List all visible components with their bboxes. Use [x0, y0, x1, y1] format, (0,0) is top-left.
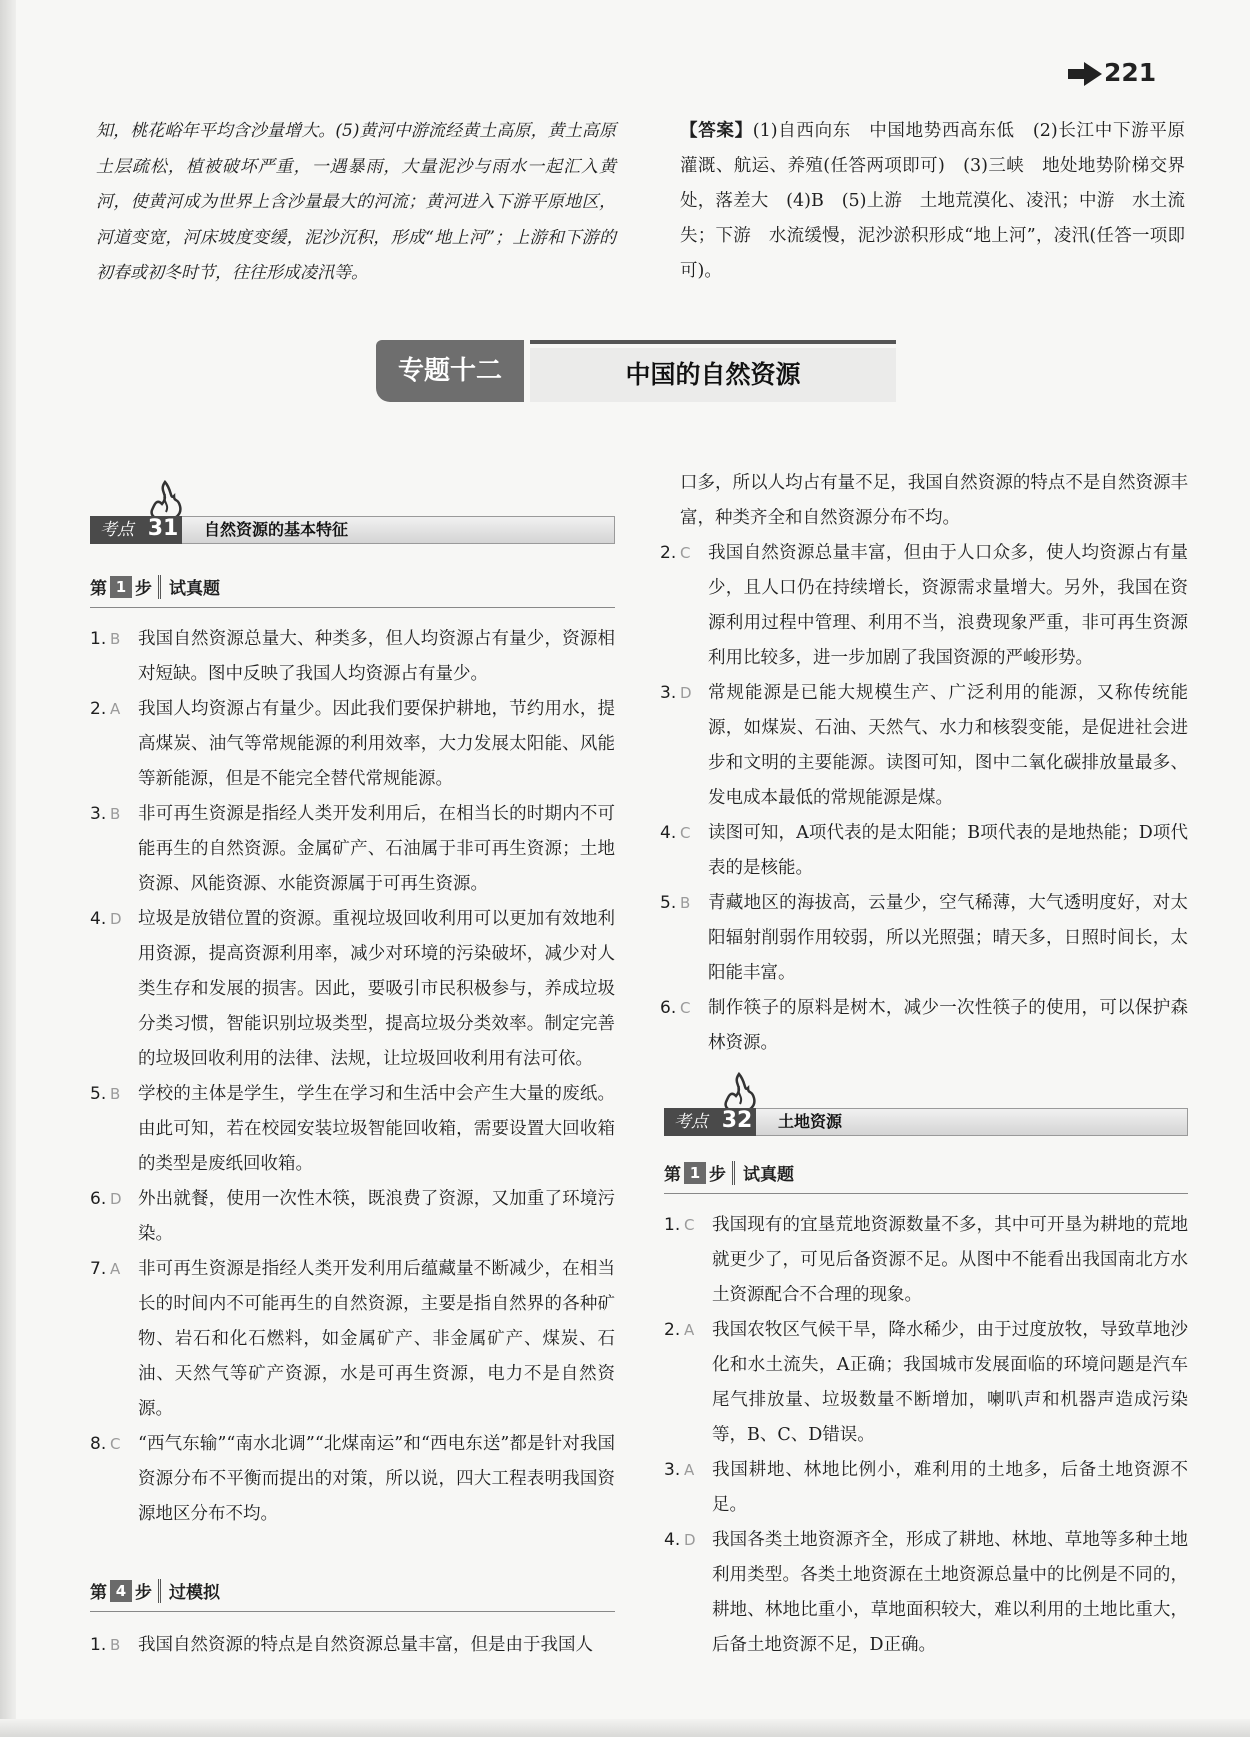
item-text: 垃圾是放错位置的资源。重视垃圾回收利用可以更加有效地利用资源，提高资源利用率，减少对环境的污染破坏，减少对人类生存和发展的损害。因此，要吸引市民积极参与，养成垃圾分类习惯，智能识别垃圾类型，提高垃圾分类效率。制定完善的垃圾回收利用的法律、法规，让垃圾回收利用有法可依。: [138, 909, 615, 1069]
step-prefix: 第: [90, 1583, 107, 1603]
answer-item: [664, 1523, 1188, 1663]
page-bottom-edge: [0, 1719, 1250, 1737]
step-number: 1: [684, 1162, 706, 1184]
item-answer: C: [110, 1435, 121, 1453]
item-number: 2.: [90, 699, 107, 719]
step-separator: [158, 575, 161, 599]
item-text: 我国现有的宜垦荒地资源数量不多，其中可开垦为耕地的荒地就更少了，可见后备资源不足。从图中不能看出我国南北方水土资源配合不合理的现象。: [712, 1215, 1188, 1305]
answer-item: [660, 536, 1188, 676]
step-number: 4: [110, 1580, 132, 1602]
item-number: 3.: [664, 1460, 681, 1480]
item-text: 我国人均资源占有量少。因此我们要保护耕地，节约用水，提高煤炭、油气等常规能源的利用效率，大力发展太阳能、风能等新能源，但是不能完全替代常规能源。: [138, 699, 615, 789]
step-name: 试真题: [743, 1165, 794, 1185]
answer-block: [680, 114, 1203, 289]
kaodian-number: 31: [147, 516, 179, 541]
item-text: 我国耕地、林地比例小，难利用的土地多，后备土地资源不足。: [712, 1460, 1188, 1515]
item-number: 1.: [90, 629, 107, 649]
item-text: 我国自然资源总量大、种类多，但人均资源占有量少，资源相对短缺。图中反映了我国人均资源占有量少。: [138, 629, 615, 684]
item-number: 4.: [660, 823, 677, 843]
kaodian-31-header: [90, 506, 615, 542]
item-answer: C: [684, 1216, 695, 1234]
answer-item: [664, 1453, 1188, 1523]
item-number: 5.: [660, 893, 677, 913]
step-prefix: 第: [664, 1165, 681, 1185]
item-text: 读图可知，A项代表的是太阳能；B项代表的是地热能；D项代表的是核能。: [708, 823, 1188, 878]
item-text: 我国农牧区气候干旱，降水稀少，由于过度放牧，导致草地沙化和水土流失，A正确；我国城市发展面临的环境问题是汽车尾气排放量、垃圾数量不断增加，喇叭声和机器声造成污染等，B、C、D错误。: [712, 1320, 1188, 1445]
item-text: “西气东输”“南水北调”“北煤南运”和“西电东送”都是针对我国资源分布不平衡而提出的对策，所以说，四大工程表明我国资源地区分布不均。: [138, 1434, 615, 1524]
arrow-right-icon: [1068, 62, 1102, 86]
item-text: 我国各类土地资源齐全，形成了耕地、林地、草地等多种土地利用类型。各类土地资源在土地资源总量中的比例是不同的，耕地、林地比重小，草地面积较大，难以利用的土地比重大，后备土地资源不足，D正确。: [712, 1530, 1188, 1655]
item-answer: B: [110, 1085, 121, 1103]
item-text: 制作筷子的原料是树木，减少一次性筷子的使用，可以保护森林资源。: [708, 998, 1188, 1053]
item-number: 4.: [664, 1530, 681, 1550]
kaodian-number: 32: [721, 1108, 753, 1133]
continued-paragraph: 知，桃花峪年平均含沙量增大。(5)黄河中游流经黄土高原，黄土高原土层疏松，植被破坏严重，一遇暴雨，大量泥沙与雨水一起汇入黄河，使黄河成为世界上含沙量最大的河流；黄河进入下游平原地区，河道变宽，河床坡度变缓，泥沙沉积，形成“地上河”；上游和下游的初春或初冬时节，往往形成凌汛等。: [96, 121, 616, 283]
item-number: 3.: [90, 804, 107, 824]
answer-item: [660, 991, 1188, 1061]
step-4-first-item: [90, 1628, 615, 1663]
item-text: 青藏地区的海拔高，云量少，空气稀薄，大气透明度好，对太阳辐射削弱作用较弱，所以光照强；晴天多，日照时间长，太阳能丰富。: [708, 893, 1188, 983]
item-number: 8.: [90, 1434, 107, 1454]
item-text: 我国自然资源的特点是自然资源总量丰富，但是由于我国人: [138, 1635, 593, 1655]
answer-item: [90, 797, 615, 902]
answer-item: [660, 676, 1188, 816]
step-name: 试真题: [169, 579, 220, 599]
item-number: 2.: [660, 543, 677, 563]
chapter-tab: 专题十二: [376, 340, 524, 402]
page-left-edge: [0, 0, 16, 1737]
chapter-title: 中国的自然资源: [625, 360, 801, 389]
step-4-header: [90, 1578, 615, 1612]
item-answer: D: [684, 1531, 696, 1549]
item-answer: A: [110, 700, 121, 718]
answer-item: [90, 1628, 615, 1663]
step-suffix: 步: [709, 1165, 726, 1185]
item-answer: B: [110, 1636, 121, 1654]
item-number: 2.: [664, 1320, 681, 1340]
chapter-header: [376, 340, 896, 402]
item-number: 6.: [660, 998, 677, 1018]
item-answer: A: [110, 1260, 121, 1278]
answer-item: [664, 1313, 1188, 1453]
answer-item: [90, 1427, 615, 1532]
item-text: 常规能源是已能大规模生产、广泛利用的能源，又称传统能源，如煤炭、石油、天然气、水力和核裂变能，是促进社会进步和文明的主要能源。读图可知，图中二氧化碳排放量最多、发电成本最低的常规能源是煤。: [708, 683, 1188, 808]
step-name: 过模拟: [169, 1583, 220, 1603]
kaodian-label: 考点: [664, 1108, 756, 1136]
kaodian-title: 土地资源: [778, 1112, 843, 1131]
item-answer: C: [680, 999, 691, 1017]
answer-item: [90, 692, 615, 797]
item-text: 学校的主体是学生，学生在学习和生活中会产生大量的废纸。由此可知，若在校园安装垃圾智能回收箱，需要设置大回收箱的类型是废纸回收箱。: [138, 1084, 615, 1174]
answer-paragraph: [680, 114, 1203, 289]
item-text: 我国自然资源总量丰富，但由于人口众多，使人均资源占有量少，且人口仍在持续增长，资源需求量增大。另外，我国在资源利用过程中管理、利用不当，浪费现象严重，非可再生资源利用比较多，进一步加剧了我国资源的严峻形势。: [708, 543, 1188, 668]
step-suffix: 步: [135, 579, 152, 599]
item-text: 非可再生资源是指经人类开发利用后蕴藏量不断减少，在相当长的时间内不可能再生的自然资源，主要是指自然界的各种矿物、岩石和化石燃料，如金属矿产、非金属矿产、煤炭、石油、天然气等矿产资源，水是可再生资源，电力不是自然资源。: [138, 1259, 615, 1419]
item-number: 6.: [90, 1189, 107, 1209]
answer-item: [90, 622, 615, 692]
continued-answer-text: [96, 114, 616, 292]
page-number: 221: [1104, 58, 1157, 87]
item-number: 1.: [664, 1215, 681, 1235]
item-answer: C: [680, 544, 691, 562]
step-1-header-right: [664, 1160, 1188, 1194]
chapter-top-line: [530, 340, 896, 344]
answer-item: [90, 1077, 615, 1182]
item-answer: D: [110, 910, 122, 928]
answer-item: [660, 816, 1188, 886]
answer-item: [660, 886, 1188, 991]
item-answer: A: [684, 1461, 695, 1479]
answer-item: [90, 1252, 615, 1427]
step-separator: [732, 1161, 735, 1185]
continued-item-text: 口多，所以人均占有量不足，我国自然资源的特点不是自然资源丰富，种类齐全和自然资源分布不均。: [680, 473, 1188, 528]
item-number: 4.: [90, 909, 107, 929]
item-text: 非可再生资源是指经人类开发利用后，在相当长的时期内不可能再生的自然资源。金属矿产、石油属于非可再生资源；土地资源、风能资源、水能资源属于可再生资源。: [138, 804, 615, 894]
answer-item: [90, 902, 615, 1077]
step-prefix: 第: [90, 579, 107, 599]
step-suffix: 步: [135, 1583, 152, 1603]
item-answer: C: [680, 824, 691, 842]
item-number: 5.: [90, 1084, 107, 1104]
item-answer: D: [110, 1190, 122, 1208]
kaodian-title: 自然资源的基本特征: [204, 520, 349, 539]
step-1-header: [90, 574, 615, 608]
item-number: 7.: [90, 1259, 107, 1279]
answer-item: [664, 1208, 1188, 1313]
item-answer: B: [680, 894, 691, 912]
kaodian-label: 考点: [90, 516, 182, 544]
answer-label: 【答案】: [680, 121, 753, 141]
step-4-answers: [660, 466, 1188, 1061]
kaodian-31-answers: [90, 622, 615, 1532]
item-answer: B: [110, 630, 121, 648]
item-answer: B: [110, 805, 121, 823]
answer-item: [90, 1182, 615, 1252]
step-separator: [158, 1579, 161, 1603]
item-answer: A: [684, 1321, 695, 1339]
item-number: 3.: [660, 683, 677, 703]
kaodian-32-header: [664, 1098, 1188, 1134]
item-number: 1.: [90, 1635, 107, 1655]
item-text: 外出就餐，使用一次性木筷，既浪费了资源，又加重了环境污染。: [138, 1189, 615, 1244]
answer-text: (1)自西向东 中国地势西高东低 (2)长江中下游平原 灌溉、航运、养殖(任答两项即可) (3)三峡 地处地势阶梯交界处，落差大 (4)B (5)上游 土地荒漠化、凌汛；中游 水土流失；下游 水流缓慢，泥沙淤积形成“地上河”，凌汛(任答一项即可)。: [680, 121, 1203, 281]
kaodian-32-answers: [664, 1208, 1188, 1663]
step-number: 1: [110, 576, 132, 598]
item-answer: D: [680, 684, 692, 702]
